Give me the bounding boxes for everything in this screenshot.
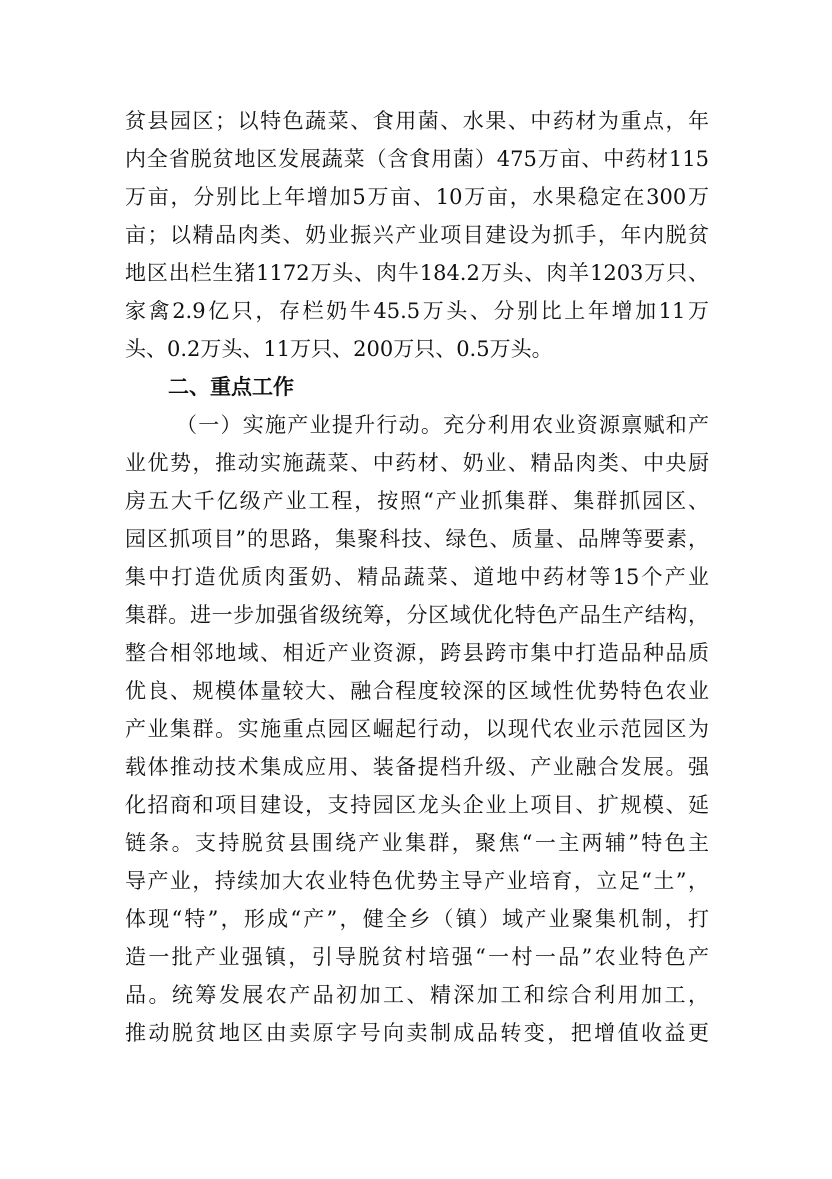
body-text-line: 推动脱贫地区由卖原字号向卖制成品转变，把增值收益更 (125, 1021, 709, 1045)
body-text-line: 产业集群。实施重点园区崛起行动，以现代农业示范园区为 (125, 717, 709, 741)
body-text-line: 品。统筹发展农产品初加工、精深加工和综合利用加工， (125, 983, 709, 1007)
body-text-line: 家禽2.9亿只，存栏奶牛45.5万头、分别比上年增加11万 (125, 299, 709, 323)
body-text-line: 造一批产业强镇，引导脱贫村培强“一村一品”农业特色产 (125, 945, 709, 969)
body-text-line: 园区抓项目”的思路，集聚科技、绿色、质量、品牌等要素， (125, 527, 709, 551)
body-text-line: 内全省脱贫地区发展蔬菜（含食用菌）475万亩、中药材115 (125, 147, 709, 171)
body-text-line: 化招商和项目建设，支持园区龙头企业上项目、扩规模、延 (125, 793, 709, 817)
body-text-line: 贫县园区；以特色蔬菜、食用菌、水果、中药材为重点，年 (125, 109, 709, 133)
body-text-line: 集中打造优质肉蛋奶、精品蔬菜、道地中药材等15个产业 (125, 565, 709, 589)
body-text-line: 体现“特”，形成“产”，健全乡（镇）域产业聚集机制，打 (125, 907, 709, 931)
body-text-line: 业优势，推动实施蔬菜、中药材、奶业、精品肉类、中央厨 (125, 451, 709, 475)
body-text-line: 优良、规模体量较大、融合程度较深的区域性优势特色农业 (125, 679, 709, 703)
body-text-line: 房五大千亿级产业工程，按照“产业抓集群、集群抓园区、 (125, 489, 709, 513)
body-text-line: 导产业，持续加大农业特色优势主导产业培育，立足“土”， (125, 869, 709, 893)
body-text-line: 整合相邻地域、相近产业资源，跨县跨市集中打造品种品质 (125, 641, 709, 665)
body-text-line: 载体推动技术集成应用、装备提档升级、产业融合发展。强 (125, 755, 709, 779)
body-text-line: 万亩，分别比上年增加5万亩、10万亩，水果稳定在300万 (125, 185, 709, 209)
body-text-line: 链条。支持脱贫县围绕产业集群，聚焦“一主两辅”特色主 (125, 831, 709, 855)
body-text-line: 头、0.2万头、11万只、200万只、0.5万头。 (125, 337, 553, 361)
section-heading: 二、重点工作 (168, 375, 294, 399)
body-text-line: 地区出栏生猪1172万头、肉牛184.2万头、肉羊1203万只、 (125, 261, 709, 285)
body-text-line: 集群。进一步加强省级统筹，分区域优化特色产品生产结构， (125, 603, 709, 627)
body-text-line: （一）实施产业提升行动。充分利用农业资源禀赋和产 (176, 413, 709, 437)
body-text-line: 亩；以精品肉类、奶业振兴产业项目建设为抓手，年内脱贫 (125, 223, 709, 247)
